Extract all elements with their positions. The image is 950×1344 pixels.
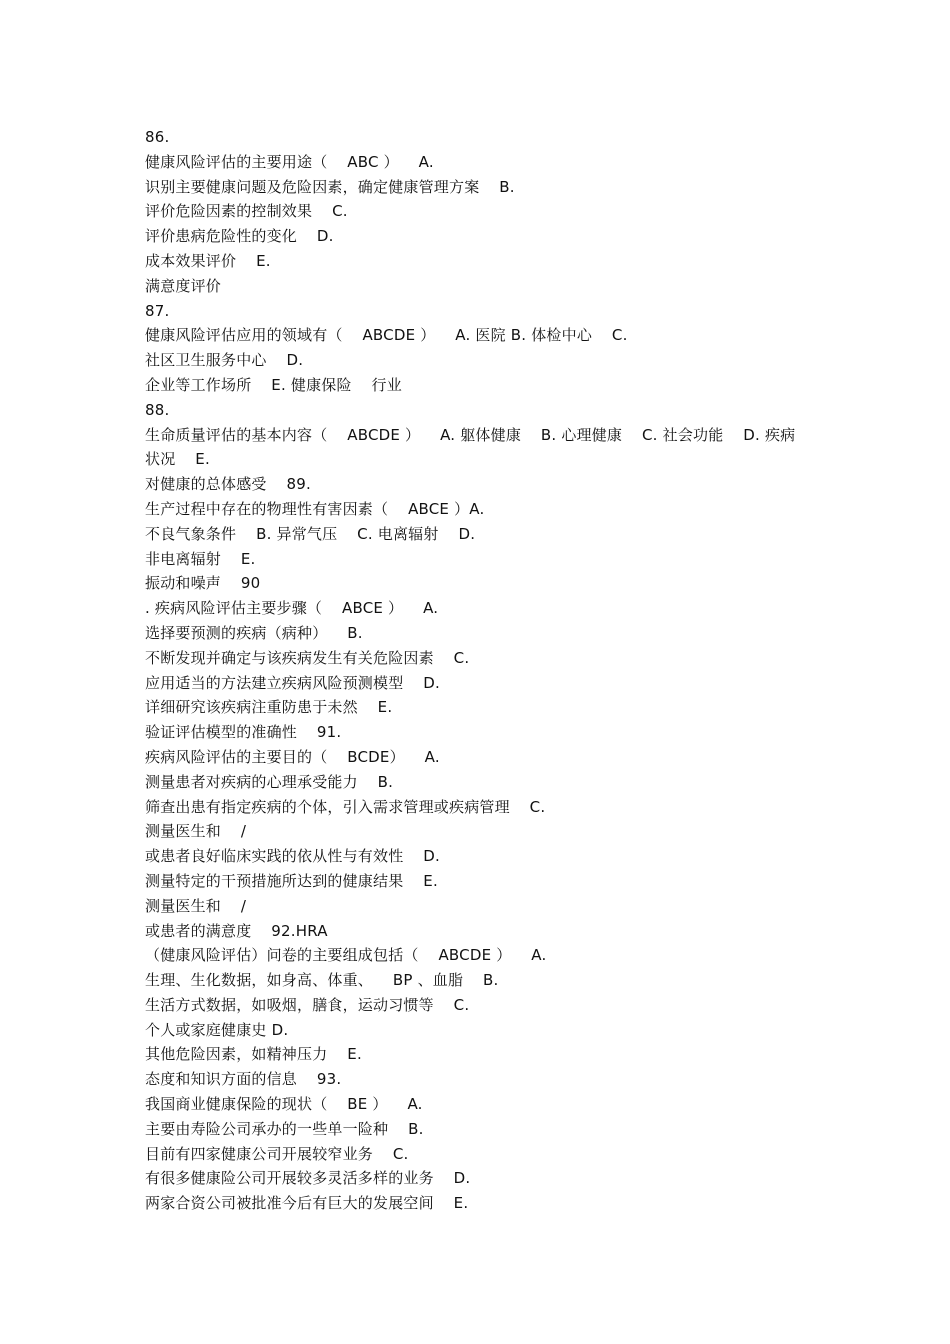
document-body bbox=[145, 125, 815, 1216]
text-line: . 疾病风险评估主要步骤（ ABCE ） A. bbox=[145, 599, 439, 618]
text-line: 筛查出患有指定疾病的个体，引入需求管理或疾病管理 C. bbox=[145, 797, 546, 816]
text-line: 态度和知识方面的信息 93. bbox=[145, 1070, 342, 1089]
text-line: 健康风险评估应用的领域有（ ABCDE ） A. 医院 B. 体检中心 C. bbox=[145, 326, 628, 345]
text-line: 应用适当的方法建立疾病风险预测模型 D. bbox=[145, 673, 440, 692]
text-line: 状况 E. bbox=[145, 450, 210, 469]
text-line: 评价患病危险性的变化 D. bbox=[145, 227, 334, 246]
text-line: 识别主要健康问题及危险因素，确定健康管理方案 B. bbox=[145, 177, 515, 196]
text-line: 不断发现并确定与该疾病发生有关危险因素 C. bbox=[145, 648, 470, 667]
text-line: 测量患者对疾病的心理承受能力 B. bbox=[145, 772, 394, 791]
text-line: 社区卫生服务中心 D. bbox=[145, 351, 304, 370]
text-line: 选择要预测的疾病（病种） B. bbox=[145, 623, 363, 642]
text-line: 两家合资公司被批准今后有巨大的发展空间 E. bbox=[145, 1194, 469, 1213]
text-line: 非电离辐射 E. bbox=[145, 549, 256, 568]
text-line: 健康风险评估的主要用途（ ABC ） A. bbox=[145, 152, 434, 171]
text-line: 我国商业健康保险的现状（ BE ） A. bbox=[145, 1095, 423, 1114]
text-line: 疾病风险评估的主要目的（ BCDE） A. bbox=[145, 747, 440, 766]
text-line: 评价危险因素的控制效果 C. bbox=[145, 202, 348, 221]
text-line: 主要由寿险公司承办的一些单一险种 B. bbox=[145, 1119, 424, 1138]
text-line: 对健康的总体感受 89. bbox=[145, 475, 311, 494]
text-line: 生活方式数据，如吸烟，膳食，运动习惯等 C. bbox=[145, 995, 470, 1014]
text-line: 振动和噪声 90 bbox=[145, 574, 261, 593]
text-line: 生命质量评估的基本内容（ ABCDE ） A. 躯体健康 B. 心理健康 C. 社会功能 D. 疾病 bbox=[145, 425, 796, 444]
text-line: 测量特定的干预措施所达到的健康结果 E. bbox=[145, 871, 438, 890]
text-line: 成本效果评价 E. bbox=[145, 251, 271, 270]
text-line: 测量医生和 / bbox=[145, 822, 247, 841]
text-line: 有很多健康险公司开展较多灵活多样的业务 D. bbox=[145, 1169, 471, 1188]
text-line: 或患者的满意度 92.HRA bbox=[145, 921, 328, 940]
text-line: 87. bbox=[145, 301, 170, 320]
text-line: 详细研究该疾病注重防患于未然 E. bbox=[145, 698, 393, 717]
text-line: 个人或家庭健康史 D. bbox=[145, 1020, 289, 1039]
text-line: （健康风险评估）问卷的主要组成包括（ ABCDE ） A. bbox=[145, 946, 547, 965]
text-line: 验证评估模型的准确性 91. bbox=[145, 723, 342, 742]
text-line: 其他危险因素，如精神压力 E. bbox=[145, 1045, 362, 1064]
text-line: 86. bbox=[145, 128, 170, 146]
text-line: 或患者良好临床实践的依从性与有效性 D. bbox=[145, 847, 440, 866]
text-line: 目前有四家健康公司开展较窄业务 C. bbox=[145, 1144, 409, 1163]
text-line: 不良气象条件 B. 异常气压 C. 电离辐射 D. bbox=[145, 524, 476, 543]
text-line: 生产过程中存在的物理性有害因素（ ABCE ）A. bbox=[145, 499, 485, 518]
text-line: 生理、生化数据，如身高、体重、 BP 、血脂 B. bbox=[145, 971, 499, 990]
text-line: 测量医生和 / bbox=[145, 896, 247, 915]
text-line: 满意度评价 bbox=[145, 276, 222, 295]
text-line: 企业等工作场所 E. 健康保险 行业 bbox=[145, 375, 402, 394]
text-line: 88. bbox=[145, 400, 170, 419]
